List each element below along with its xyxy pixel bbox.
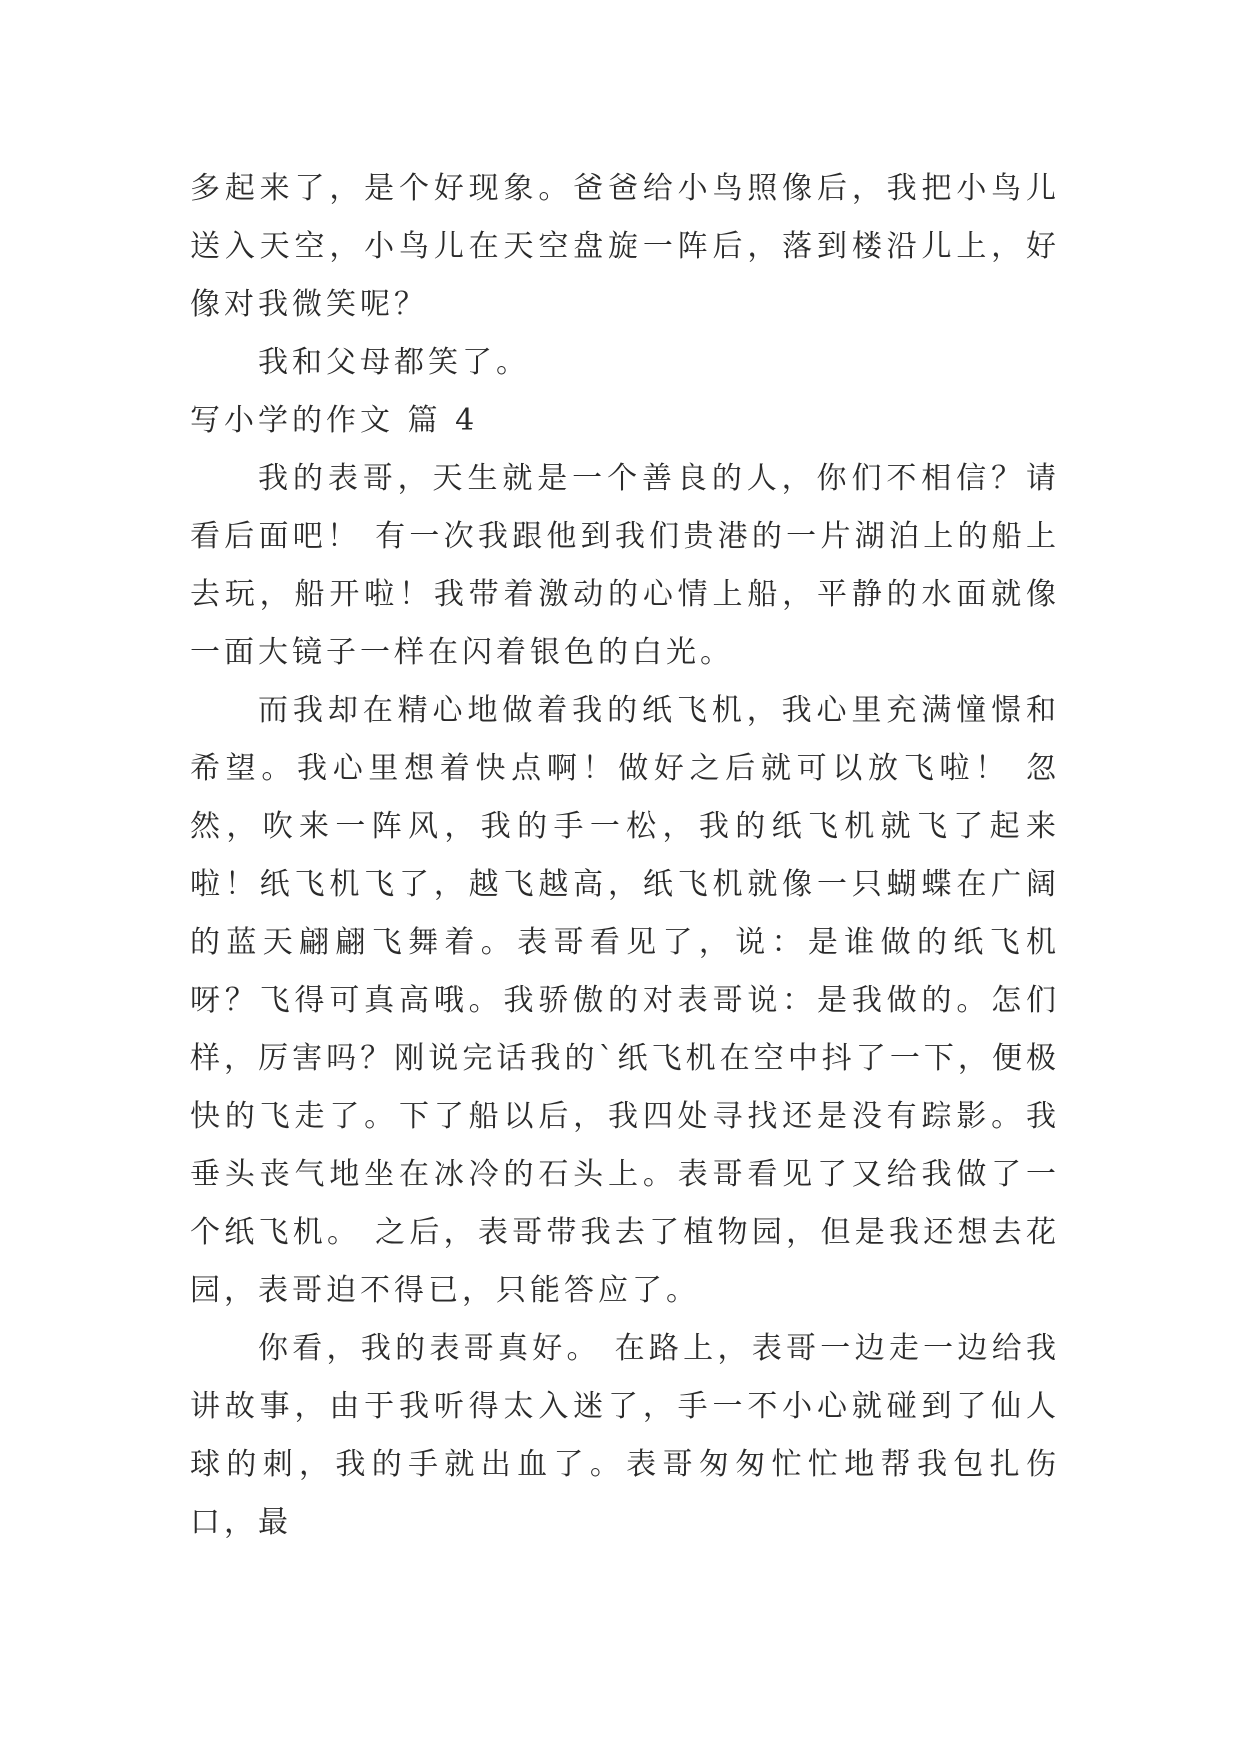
paragraph: 我和父母都笑了。 <box>258 345 530 380</box>
document-body <box>190 160 1060 1552</box>
paragraph: 你看，我的表哥真好。 在路上，表哥一边走一边给我讲故事，由于我听得太入迷了，手一不小心就碰到了仙人球的刺，我的手就出血了。表哥匆匆忙忙地帮我包扎伤口，最 <box>190 1331 1060 1540</box>
paragraph: 而我却在精心地做着我的纸飞机，我心里充满憧憬和希望。我心里想着快点啊！做好之后就可以放飞啦！ 忽然，吹来一阵风，我的手一松，我的纸飞机就飞了起来啦！纸飞机飞了，越飞越高，纸飞机就像一只蝴蝶在广阔的蓝天翩翩飞舞着。表哥看见了，说：是谁做的纸飞机呀？飞得可真高哦。我骄傲的对表哥说：是我做的。怎们样，厉害吗？刚说完话我的`纸飞机在空中抖了一下，便极快的飞走了。下了船以后，我四处寻找还是没有踪影。我垂头丧气地坐在冰冷的石头上。表哥看见了又给我做了一个纸飞机。 之后，表哥带我去了植物园，但是我还想去花园，表哥迫不得已，只能答应了。 <box>190 693 1060 1308</box>
paragraph: 我的表哥，天生就是一个善良的人，你们不相信？请看后面吧！ 有一次我跟他到我们贵港的一片湖泊上的船上去玩，船开啦！我带着激动的心情上船，平静的水面就像一面大镜子一样在闪着银色的白光。 <box>190 461 1060 670</box>
paragraph: 多起来了，是个好现象。爸爸给小鸟照像后，我把小鸟儿送入天空，小鸟儿在天空盘旋一阵后，落到楼沿儿上，好像对我微笑呢？ <box>190 171 1060 322</box>
section-title: 写小学的作文 篇 4 <box>190 403 479 438</box>
